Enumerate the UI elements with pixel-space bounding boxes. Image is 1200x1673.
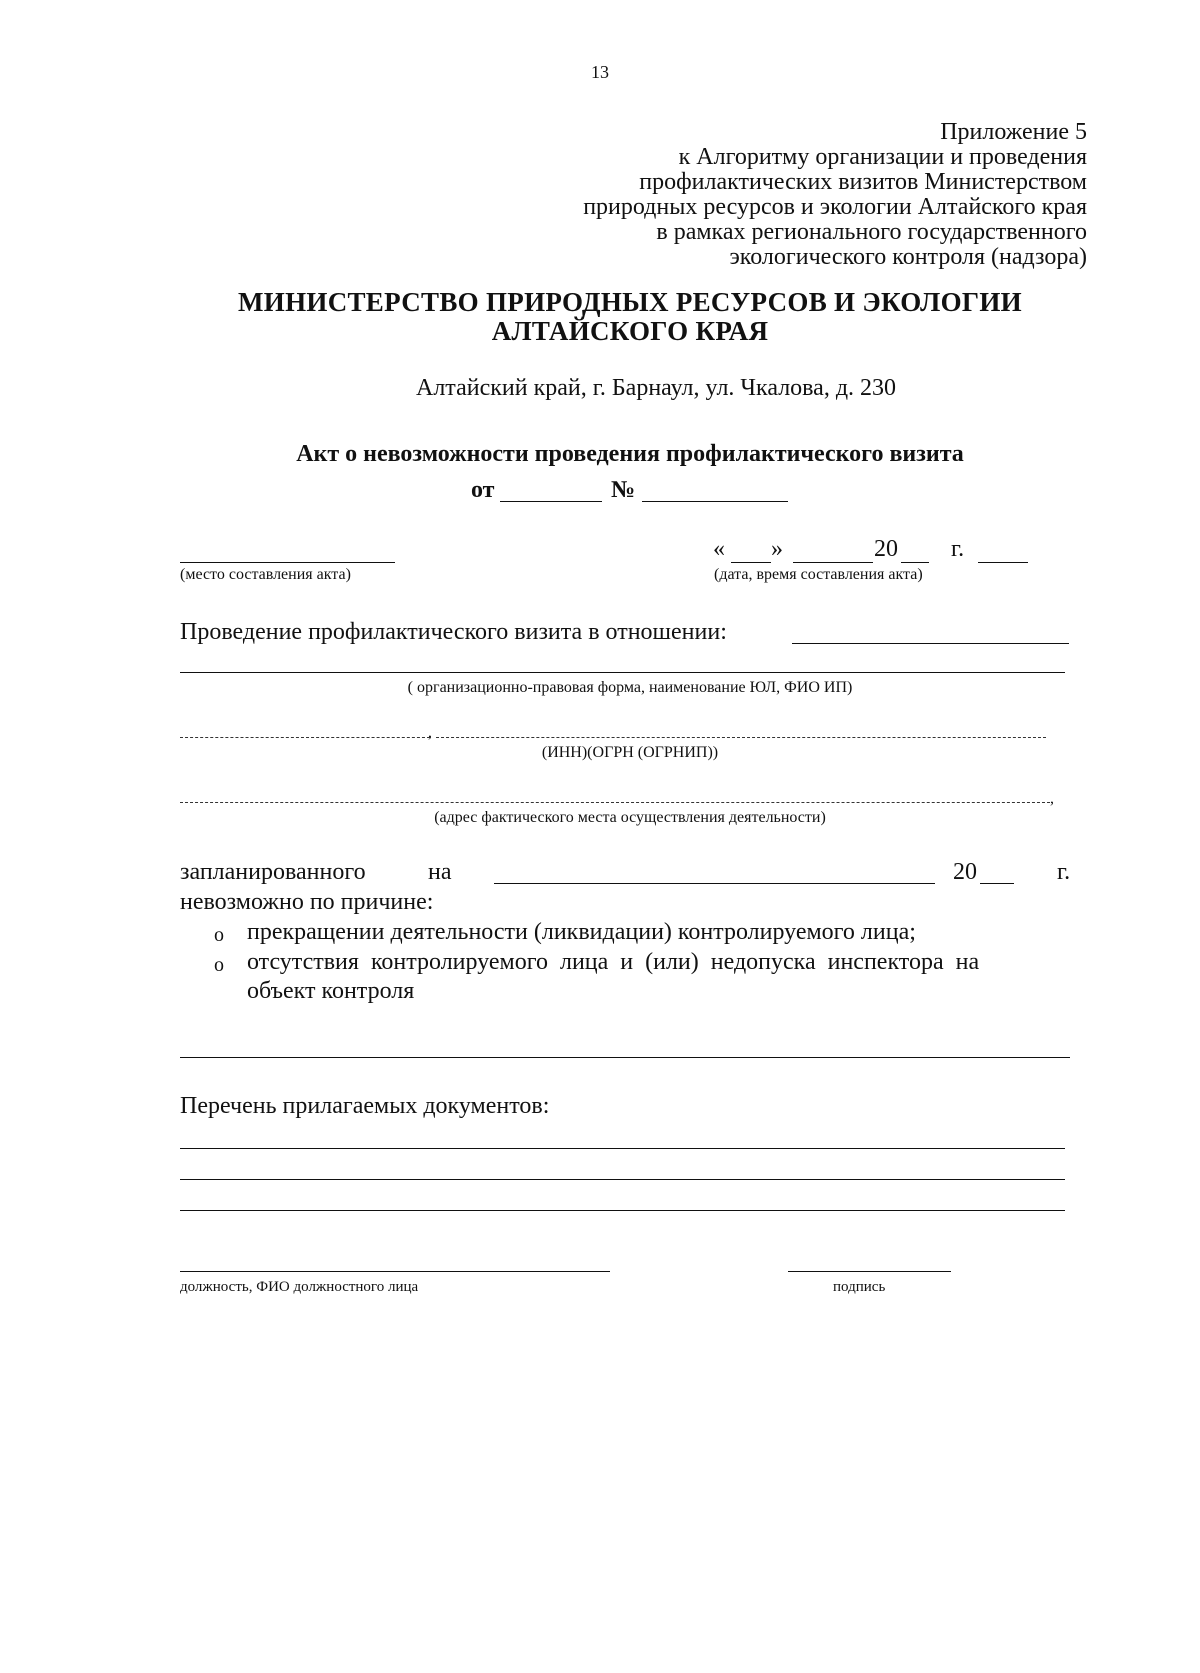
- address-comma: ,: [1050, 790, 1054, 807]
- signature-field[interactable]: [788, 1271, 951, 1272]
- ogrn-field[interactable]: [436, 737, 1046, 738]
- reason-text: невозможно по причине:: [180, 889, 434, 915]
- appendix-line: Приложение 5: [940, 119, 1087, 145]
- other-reason-field[interactable]: [180, 1057, 1070, 1058]
- org-name-field[interactable]: [180, 672, 1065, 673]
- time-field[interactable]: [978, 562, 1028, 563]
- date-month-field[interactable]: [793, 562, 873, 563]
- date-year-field[interactable]: [901, 562, 929, 563]
- official-field[interactable]: [180, 1271, 610, 1272]
- appendix-line: экологического контроля (надзора): [729, 244, 1087, 270]
- planned-on-word: на: [428, 859, 452, 885]
- visit-lead-text: Проведение профилактического визита в отношении:: [180, 619, 727, 645]
- act-date-field[interactable]: [500, 501, 602, 502]
- visit-subject-field[interactable]: [792, 643, 1069, 644]
- place-caption: (место составления акта): [180, 566, 351, 583]
- address-field[interactable]: [180, 802, 1050, 803]
- act-number-label: №: [611, 477, 636, 503]
- inn-field[interactable]: [180, 737, 430, 738]
- appendix-line: природных ресурсов и экологии Алтайского края: [583, 194, 1087, 220]
- inn-caption: (ИНН)(ОГРН (ОГРНИП)): [541, 744, 719, 761]
- planned-date-field[interactable]: [494, 883, 935, 884]
- official-caption: должность, ФИО должностного лица: [180, 1279, 419, 1295]
- ministry-title-line1: МИНИСТЕРСТВО ПРИРОДНЫХ РЕСУРСОВ И ЭКОЛОГИИ: [238, 287, 1022, 317]
- page-number: 13: [591, 62, 609, 82]
- appendix-block: [583, 120, 1087, 270]
- reason-item-absence-cont: объект контроля: [247, 978, 415, 1004]
- address-caption: (адрес фактического места осуществления деятельности): [434, 809, 826, 826]
- date-close-quote: »: [771, 536, 783, 562]
- act-number-field[interactable]: [642, 501, 788, 502]
- reason-bullet: o: [214, 924, 224, 946]
- reason-bullet: o: [214, 954, 224, 976]
- signature-caption: подпись: [833, 1279, 886, 1295]
- act-from-label: от: [471, 477, 495, 503]
- date-day-field[interactable]: [731, 562, 771, 563]
- ministry-address: Алтайский край, г. Барнаул, ул. Чкалова, д. 230: [416, 375, 897, 401]
- act-title: Акт о невозможности проведения профилактического визита: [296, 441, 964, 467]
- reason-item-absence: отсутствия контролируемого лица и (или) недопуска инспектора на: [247, 949, 980, 975]
- documents-label: Перечень прилагаемых документов:: [180, 1093, 550, 1119]
- appendix-line: профилактических визитов Министерством: [639, 169, 1087, 195]
- document-line-2[interactable]: [180, 1179, 1065, 1180]
- inn-comma: ,: [428, 724, 432, 741]
- org-caption: ( организационно-правовая форма, наименование ЮЛ, ФИО ИП): [407, 679, 853, 696]
- document-line-3[interactable]: [180, 1210, 1065, 1211]
- date-caption: (дата, время составления акта): [714, 566, 923, 583]
- date-year-prefix: 20: [874, 536, 898, 562]
- planned-word: запланированного: [180, 859, 366, 885]
- appendix-line: в рамках регионального государственного: [656, 219, 1087, 245]
- date-open-quote: «: [713, 536, 725, 562]
- planned-year-suffix: г.: [1057, 859, 1071, 885]
- planned-year-prefix: 20: [953, 859, 977, 885]
- reason-item-liquidation: прекращении деятельности (ликвидации) контролируемого лица;: [247, 919, 916, 945]
- ministry-title-line2: АЛТАЙСКОГО КРАЯ: [491, 316, 769, 346]
- place-field[interactable]: [180, 562, 395, 563]
- document-line-1[interactable]: [180, 1148, 1065, 1149]
- date-year-suffix: г.: [951, 536, 965, 562]
- planned-year-field[interactable]: [980, 883, 1014, 884]
- appendix-line: к Алгоритму организации и проведения: [678, 144, 1087, 170]
